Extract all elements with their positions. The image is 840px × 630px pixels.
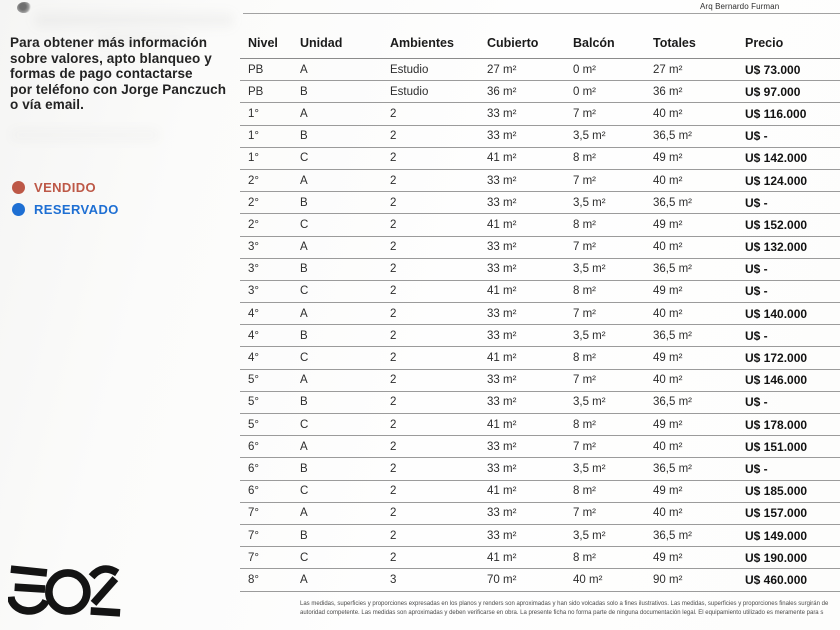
cell-cubierto: 33 m² xyxy=(479,524,565,546)
cell-unidad: C xyxy=(292,414,382,436)
cell-cubierto: 41 m² xyxy=(479,347,565,369)
table-row xyxy=(240,480,840,502)
table-row xyxy=(240,236,840,258)
table-row xyxy=(240,436,840,458)
contact-info-line: Para obtener más información xyxy=(10,35,208,50)
cell-totales: 49 m² xyxy=(645,480,737,502)
cell-nivel: 2° xyxy=(240,192,292,214)
table-row xyxy=(240,103,840,125)
cell-totales: 49 m² xyxy=(645,347,737,369)
cell-totales: 40 m² xyxy=(645,436,737,458)
cell-precio: U$ - xyxy=(737,192,840,214)
cell-unidad: B xyxy=(292,524,382,546)
cell-balcon: 7 m² xyxy=(565,103,645,125)
cell-cubierto: 27 m² xyxy=(479,59,565,81)
table-row xyxy=(240,81,840,103)
cell-ambientes: Estudio xyxy=(382,59,479,81)
cell-unidad: B xyxy=(292,258,382,280)
column-header-unidad: Unidad xyxy=(292,30,382,59)
cell-unidad: B xyxy=(292,458,382,480)
cell-cubierto: 33 m² xyxy=(479,303,565,325)
cell-totales: 40 m² xyxy=(645,169,737,191)
cell-balcon: 3,5 m² xyxy=(565,125,645,147)
cell-cubierto: 41 m² xyxy=(479,214,565,236)
table-row xyxy=(240,502,840,524)
cell-precio: U$ 185.000 xyxy=(737,480,840,502)
cell-unidad: C xyxy=(292,147,382,169)
cell-ambientes: 3 xyxy=(382,569,479,591)
cell-nivel: 1° xyxy=(240,125,292,147)
cell-totales: 49 m² xyxy=(645,147,737,169)
cell-unidad: A xyxy=(292,569,382,591)
cell-balcon: 0 m² xyxy=(565,81,645,103)
cell-unidad: A xyxy=(292,436,382,458)
cell-totales: 40 m² xyxy=(645,369,737,391)
cell-ambientes: 2 xyxy=(382,303,479,325)
cell-nivel: 4° xyxy=(240,347,292,369)
cell-nivel: 2° xyxy=(240,214,292,236)
table-row xyxy=(240,391,840,413)
legend-item-reservado xyxy=(12,198,119,220)
cell-precio: U$ 152.000 xyxy=(737,214,840,236)
cell-totales: 36,5 m² xyxy=(645,391,737,413)
cell-nivel: 6° xyxy=(240,480,292,502)
cell-totales: 36,5 m² xyxy=(645,192,737,214)
table-row xyxy=(240,192,840,214)
status-legend xyxy=(12,176,119,220)
cell-cubierto: 36 m² xyxy=(479,81,565,103)
cell-unidad: C xyxy=(292,547,382,569)
photo-smudge xyxy=(17,2,31,13)
price-table-container xyxy=(240,30,840,592)
cell-unidad: A xyxy=(292,236,382,258)
cell-balcon: 3,5 m² xyxy=(565,458,645,480)
vendido-label: VENDIDO xyxy=(34,179,97,195)
cell-ambientes: 2 xyxy=(382,125,479,147)
cell-totales: 36 m² xyxy=(645,81,737,103)
cell-cubierto: 70 m² xyxy=(479,569,565,591)
cell-precio: U$ 149.000 xyxy=(737,524,840,546)
cell-balcon: 7 m² xyxy=(565,236,645,258)
cell-nivel: 1° xyxy=(240,147,292,169)
table-row xyxy=(240,369,840,391)
cell-totales: 49 m² xyxy=(645,214,737,236)
cell-precio: U$ 140.000 xyxy=(737,303,840,325)
cell-cubierto: 33 m² xyxy=(479,436,565,458)
cell-balcon: 7 m² xyxy=(565,303,645,325)
header-row xyxy=(240,30,840,59)
cell-balcon: 8 m² xyxy=(565,547,645,569)
cell-cubierto: 33 m² xyxy=(479,391,565,413)
cell-totales: 36,5 m² xyxy=(645,258,737,280)
contact-info-line: o vía email. xyxy=(10,97,84,113)
cell-balcon: 3,5 m² xyxy=(565,524,645,546)
cell-nivel: 1° xyxy=(240,103,292,125)
cell-totales: 40 m² xyxy=(645,103,737,125)
cell-ambientes: 2 xyxy=(382,214,479,236)
table-row xyxy=(240,303,840,325)
cell-ambientes: 2 xyxy=(382,192,479,214)
cell-unidad: B xyxy=(292,391,382,413)
cell-ambientes: 2 xyxy=(382,480,479,502)
cell-ambientes: 2 xyxy=(382,236,479,258)
cell-nivel: 7° xyxy=(240,547,292,569)
cell-totales: 40 m² xyxy=(645,303,737,325)
contact-info-line: por teléfono con Jorge Panczuch xyxy=(10,81,227,97)
table-row xyxy=(240,280,840,302)
cell-totales: 36,5 m² xyxy=(645,524,737,546)
cell-cubierto: 33 m² xyxy=(479,458,565,480)
cell-precio: U$ - xyxy=(737,258,840,280)
table-row xyxy=(240,458,840,480)
photo-ghost-mark xyxy=(34,12,234,28)
reservado-label: RESERVADO xyxy=(34,201,119,217)
table-row xyxy=(240,547,840,569)
cell-nivel: 4° xyxy=(240,325,292,347)
cell-nivel: 2° xyxy=(240,169,292,191)
cell-precio: U$ 146.000 xyxy=(737,369,840,391)
cell-balcon: 3,5 m² xyxy=(565,192,645,214)
vendido-dot-icon xyxy=(12,181,25,194)
cell-precio: U$ 157.000 xyxy=(737,502,840,524)
cell-balcon: 8 m² xyxy=(565,347,645,369)
cell-cubierto: 33 m² xyxy=(479,502,565,524)
reservado-dot-icon xyxy=(12,203,25,216)
cell-totales: 90 m² xyxy=(645,569,737,591)
cell-ambientes: 2 xyxy=(382,524,479,546)
cell-balcon: 7 m² xyxy=(565,436,645,458)
cell-precio: U$ - xyxy=(737,458,840,480)
cell-unidad: A xyxy=(292,59,382,81)
cell-precio: U$ - xyxy=(737,391,840,413)
cell-unidad: C xyxy=(292,480,382,502)
cell-cubierto: 41 m² xyxy=(479,414,565,436)
column-header-balcon: Balcón xyxy=(565,30,645,59)
contact-info-paragraph xyxy=(10,35,226,113)
cell-precio: U$ 97.000 xyxy=(737,81,840,103)
column-header-ambientes: Ambientes xyxy=(382,30,479,59)
photo-ghost-mark xyxy=(10,128,160,142)
disclaimer-line: Las medidas, superficies y proporciones expresadas en los planos y renders son aproximadas y han sido volcadas solo a fines ilustrativos. Las medidas, superficies y proporciones finales surgirán de xyxy=(300,601,829,607)
cell-ambientes: 2 xyxy=(382,547,479,569)
contact-info-line: formas de pago contactarse xyxy=(10,66,193,82)
cell-cubierto: 33 m² xyxy=(479,169,565,191)
cell-nivel: 5° xyxy=(240,391,292,413)
cell-precio: U$ 132.000 xyxy=(737,236,840,258)
cell-balcon: 3,5 m² xyxy=(565,391,645,413)
cell-unidad: B xyxy=(292,81,382,103)
contact-info-line: sobre valores, apto blanqueo y xyxy=(10,50,212,66)
column-header-cubierto: Cubierto xyxy=(479,30,565,59)
logo-302 xyxy=(8,562,122,620)
column-header-totales: Totales xyxy=(645,30,737,59)
cell-cubierto: 33 m² xyxy=(479,369,565,391)
cell-nivel: 5° xyxy=(240,369,292,391)
cell-ambientes: 2 xyxy=(382,414,479,436)
cell-totales: 36,5 m² xyxy=(645,125,737,147)
cell-precio: U$ - xyxy=(737,125,840,147)
cell-balcon: 8 m² xyxy=(565,480,645,502)
cell-cubierto: 41 m² xyxy=(479,547,565,569)
cell-nivel: 8° xyxy=(240,569,292,591)
cell-precio: U$ 460.000 xyxy=(737,569,840,591)
cell-unidad: A xyxy=(292,369,382,391)
table-row xyxy=(240,169,840,191)
cell-unidad: C xyxy=(292,214,382,236)
cell-unidad: B xyxy=(292,325,382,347)
cell-ambientes: 2 xyxy=(382,347,479,369)
cell-unidad: A xyxy=(292,303,382,325)
cell-balcon: 7 m² xyxy=(565,169,645,191)
column-header-nivel: Nivel xyxy=(240,30,292,59)
cell-precio: U$ 190.000 xyxy=(737,547,840,569)
cell-totales: 49 m² xyxy=(645,547,737,569)
cell-nivel: 6° xyxy=(240,458,292,480)
cell-unidad: A xyxy=(292,502,382,524)
cell-precio: U$ 116.000 xyxy=(737,103,840,125)
cell-totales: 40 m² xyxy=(645,502,737,524)
table-row xyxy=(240,347,840,369)
cell-precio: U$ 124.000 xyxy=(737,169,840,191)
cell-precio: U$ 73.000 xyxy=(737,59,840,81)
cell-unidad: C xyxy=(292,280,382,302)
price-table-body xyxy=(240,59,840,592)
cell-balcon: 3,5 m² xyxy=(565,258,645,280)
cell-nivel: 7° xyxy=(240,524,292,546)
table-row xyxy=(240,569,840,591)
cell-balcon: 40 m² xyxy=(565,569,645,591)
legend-item-vendido xyxy=(12,176,119,198)
cell-balcon: 8 m² xyxy=(565,414,645,436)
price-table-head xyxy=(240,30,840,59)
cell-ambientes: 2 xyxy=(382,436,479,458)
cell-precio: U$ - xyxy=(737,325,840,347)
cell-cubierto: 41 m² xyxy=(479,480,565,502)
header-divider-line xyxy=(243,13,840,14)
cell-unidad: A xyxy=(292,169,382,191)
cell-nivel: 6° xyxy=(240,436,292,458)
cell-precio: U$ 178.000 xyxy=(737,414,840,436)
table-row xyxy=(240,125,840,147)
cell-balcon: 8 m² xyxy=(565,147,645,169)
cell-ambientes: 2 xyxy=(382,280,479,302)
cell-nivel: 3° xyxy=(240,258,292,280)
cell-precio: U$ - xyxy=(737,280,840,302)
cell-ambientes: 2 xyxy=(382,103,479,125)
cell-ambientes: Estudio xyxy=(382,81,479,103)
cell-balcon: 8 m² xyxy=(565,280,645,302)
cell-precio: U$ 172.000 xyxy=(737,347,840,369)
cell-totales: 49 m² xyxy=(645,414,737,436)
table-row xyxy=(240,59,840,81)
cell-cubierto: 41 m² xyxy=(479,280,565,302)
cell-cubierto: 33 m² xyxy=(479,103,565,125)
cell-balcon: 7 m² xyxy=(565,502,645,524)
price-table xyxy=(240,30,840,592)
cell-balcon: 0 m² xyxy=(565,59,645,81)
cell-balcon: 7 m² xyxy=(565,369,645,391)
table-row xyxy=(240,147,840,169)
cell-precio: U$ 142.000 xyxy=(737,147,840,169)
cell-ambientes: 2 xyxy=(382,258,479,280)
cell-balcon: 3,5 m² xyxy=(565,325,645,347)
column-header-precio: Precio xyxy=(737,30,840,59)
cell-totales: 49 m² xyxy=(645,280,737,302)
cell-ambientes: 2 xyxy=(382,325,479,347)
table-row xyxy=(240,258,840,280)
cell-nivel: 5° xyxy=(240,414,292,436)
cell-cubierto: 41 m² xyxy=(479,147,565,169)
cell-nivel: 7° xyxy=(240,502,292,524)
disclaimer-line: autoridad competente. Las medidas son aproximadas y deben verificarse en obra. La presente ficha no forma parte de ninguna documentación legal. El equipamiento utilizado es meramente para s xyxy=(300,610,824,616)
legal-disclaimer xyxy=(300,600,840,618)
cell-totales: 40 m² xyxy=(645,236,737,258)
cell-cubierto: 33 m² xyxy=(479,236,565,258)
cell-precio: U$ 151.000 xyxy=(737,436,840,458)
cell-ambientes: 2 xyxy=(382,502,479,524)
cell-nivel: 3° xyxy=(240,236,292,258)
cell-cubierto: 33 m² xyxy=(479,325,565,347)
cell-cubierto: 33 m² xyxy=(479,192,565,214)
cell-unidad: B xyxy=(292,192,382,214)
table-row xyxy=(240,325,840,347)
cell-ambientes: 2 xyxy=(382,169,479,191)
cell-ambientes: 2 xyxy=(382,391,479,413)
cell-totales: 36,5 m² xyxy=(645,458,737,480)
cell-ambientes: 2 xyxy=(382,147,479,169)
logo-302-glyphs xyxy=(8,562,122,620)
architect-credit: Arq Bernardo Furman xyxy=(700,2,780,11)
cell-unidad: B xyxy=(292,125,382,147)
cell-ambientes: 2 xyxy=(382,369,479,391)
table-row xyxy=(240,524,840,546)
cell-cubierto: 33 m² xyxy=(479,258,565,280)
cell-cubierto: 33 m² xyxy=(479,125,565,147)
table-row xyxy=(240,414,840,436)
cell-unidad: C xyxy=(292,347,382,369)
cell-nivel: 3° xyxy=(240,280,292,302)
cell-nivel: PB xyxy=(240,59,292,81)
cell-nivel: PB xyxy=(240,81,292,103)
cell-unidad: A xyxy=(292,103,382,125)
cell-balcon: 8 m² xyxy=(565,214,645,236)
cell-totales: 27 m² xyxy=(645,59,737,81)
cell-ambientes: 2 xyxy=(382,458,479,480)
cell-nivel: 4° xyxy=(240,303,292,325)
table-row xyxy=(240,214,840,236)
cell-totales: 36,5 m² xyxy=(645,325,737,347)
